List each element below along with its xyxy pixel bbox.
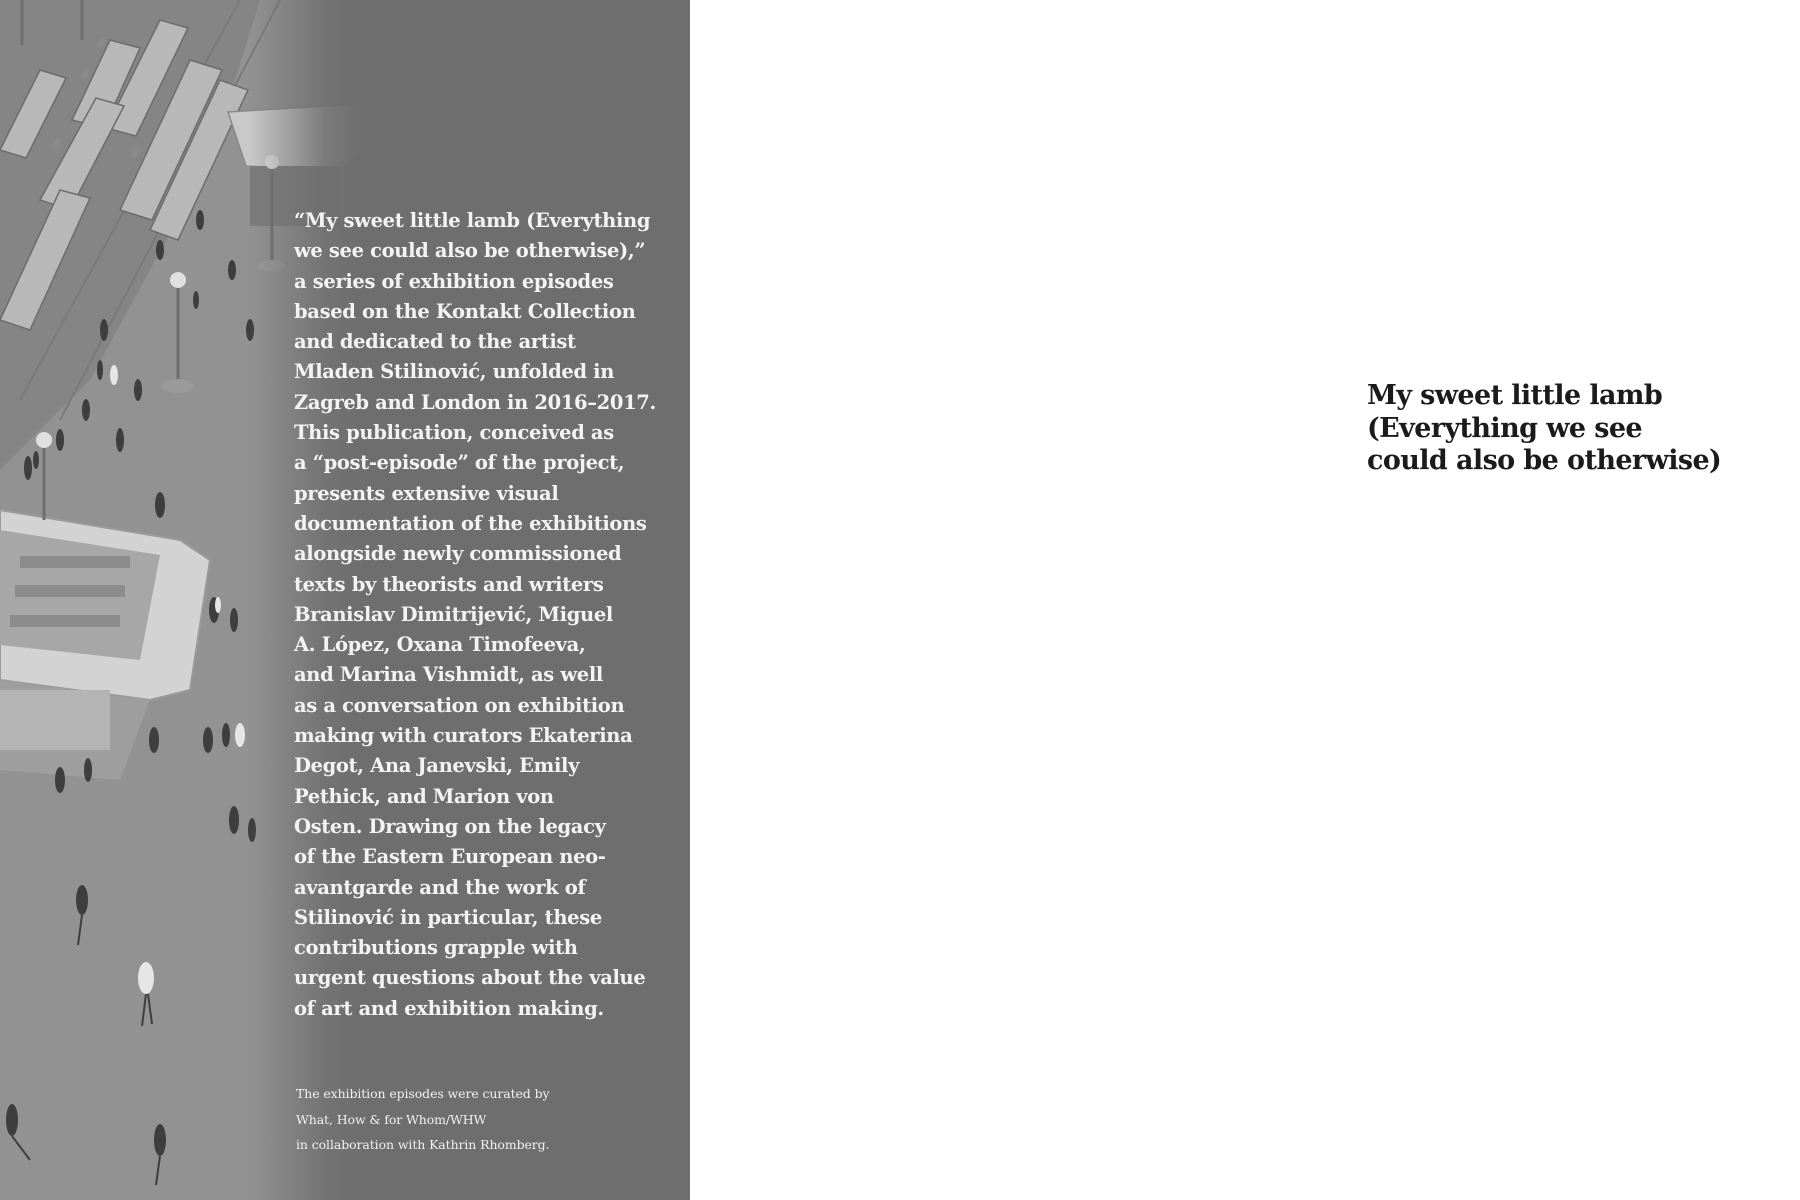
left-page bbox=[0, 0, 690, 1200]
right-page bbox=[690, 0, 1800, 1200]
book-title: My sweet little lamb (Everything we see could also be otherwise) bbox=[1367, 380, 1722, 476]
description-paragraph: “My sweet little lamb (Everything we see could also be otherwise),” a series of exhibition episodes based on the Kontakt Collection and dedicated to the artist Mladen Stilinović, unfolded in Zagreb and London in 2016–2017. This publication, conceived as a “post-episode” of the project, presents extensive visual documentation of the exhibitions alongside newly commissioned texts by theorists and writers Branislav Dimitrijević, Miguel A. López, Oxana Timofeeva, and Marina Vishmidt, as well as a conversation on exhibition making with curators Ekaterina Degot, Ana Janevski, Emily Pethick, and Marion von Osten. Drawing on the legacy of the Eastern European neo- avantgarde and the work of Stilinović in particular, these contributions grapple with urgent questions about the value of art and exhibition making. bbox=[294, 209, 656, 1020]
curator-credit: The exhibition episodes were curated by What, How & for Whom/WHW in collaboration with Kathrin Rhomberg. bbox=[296, 1086, 550, 1153]
